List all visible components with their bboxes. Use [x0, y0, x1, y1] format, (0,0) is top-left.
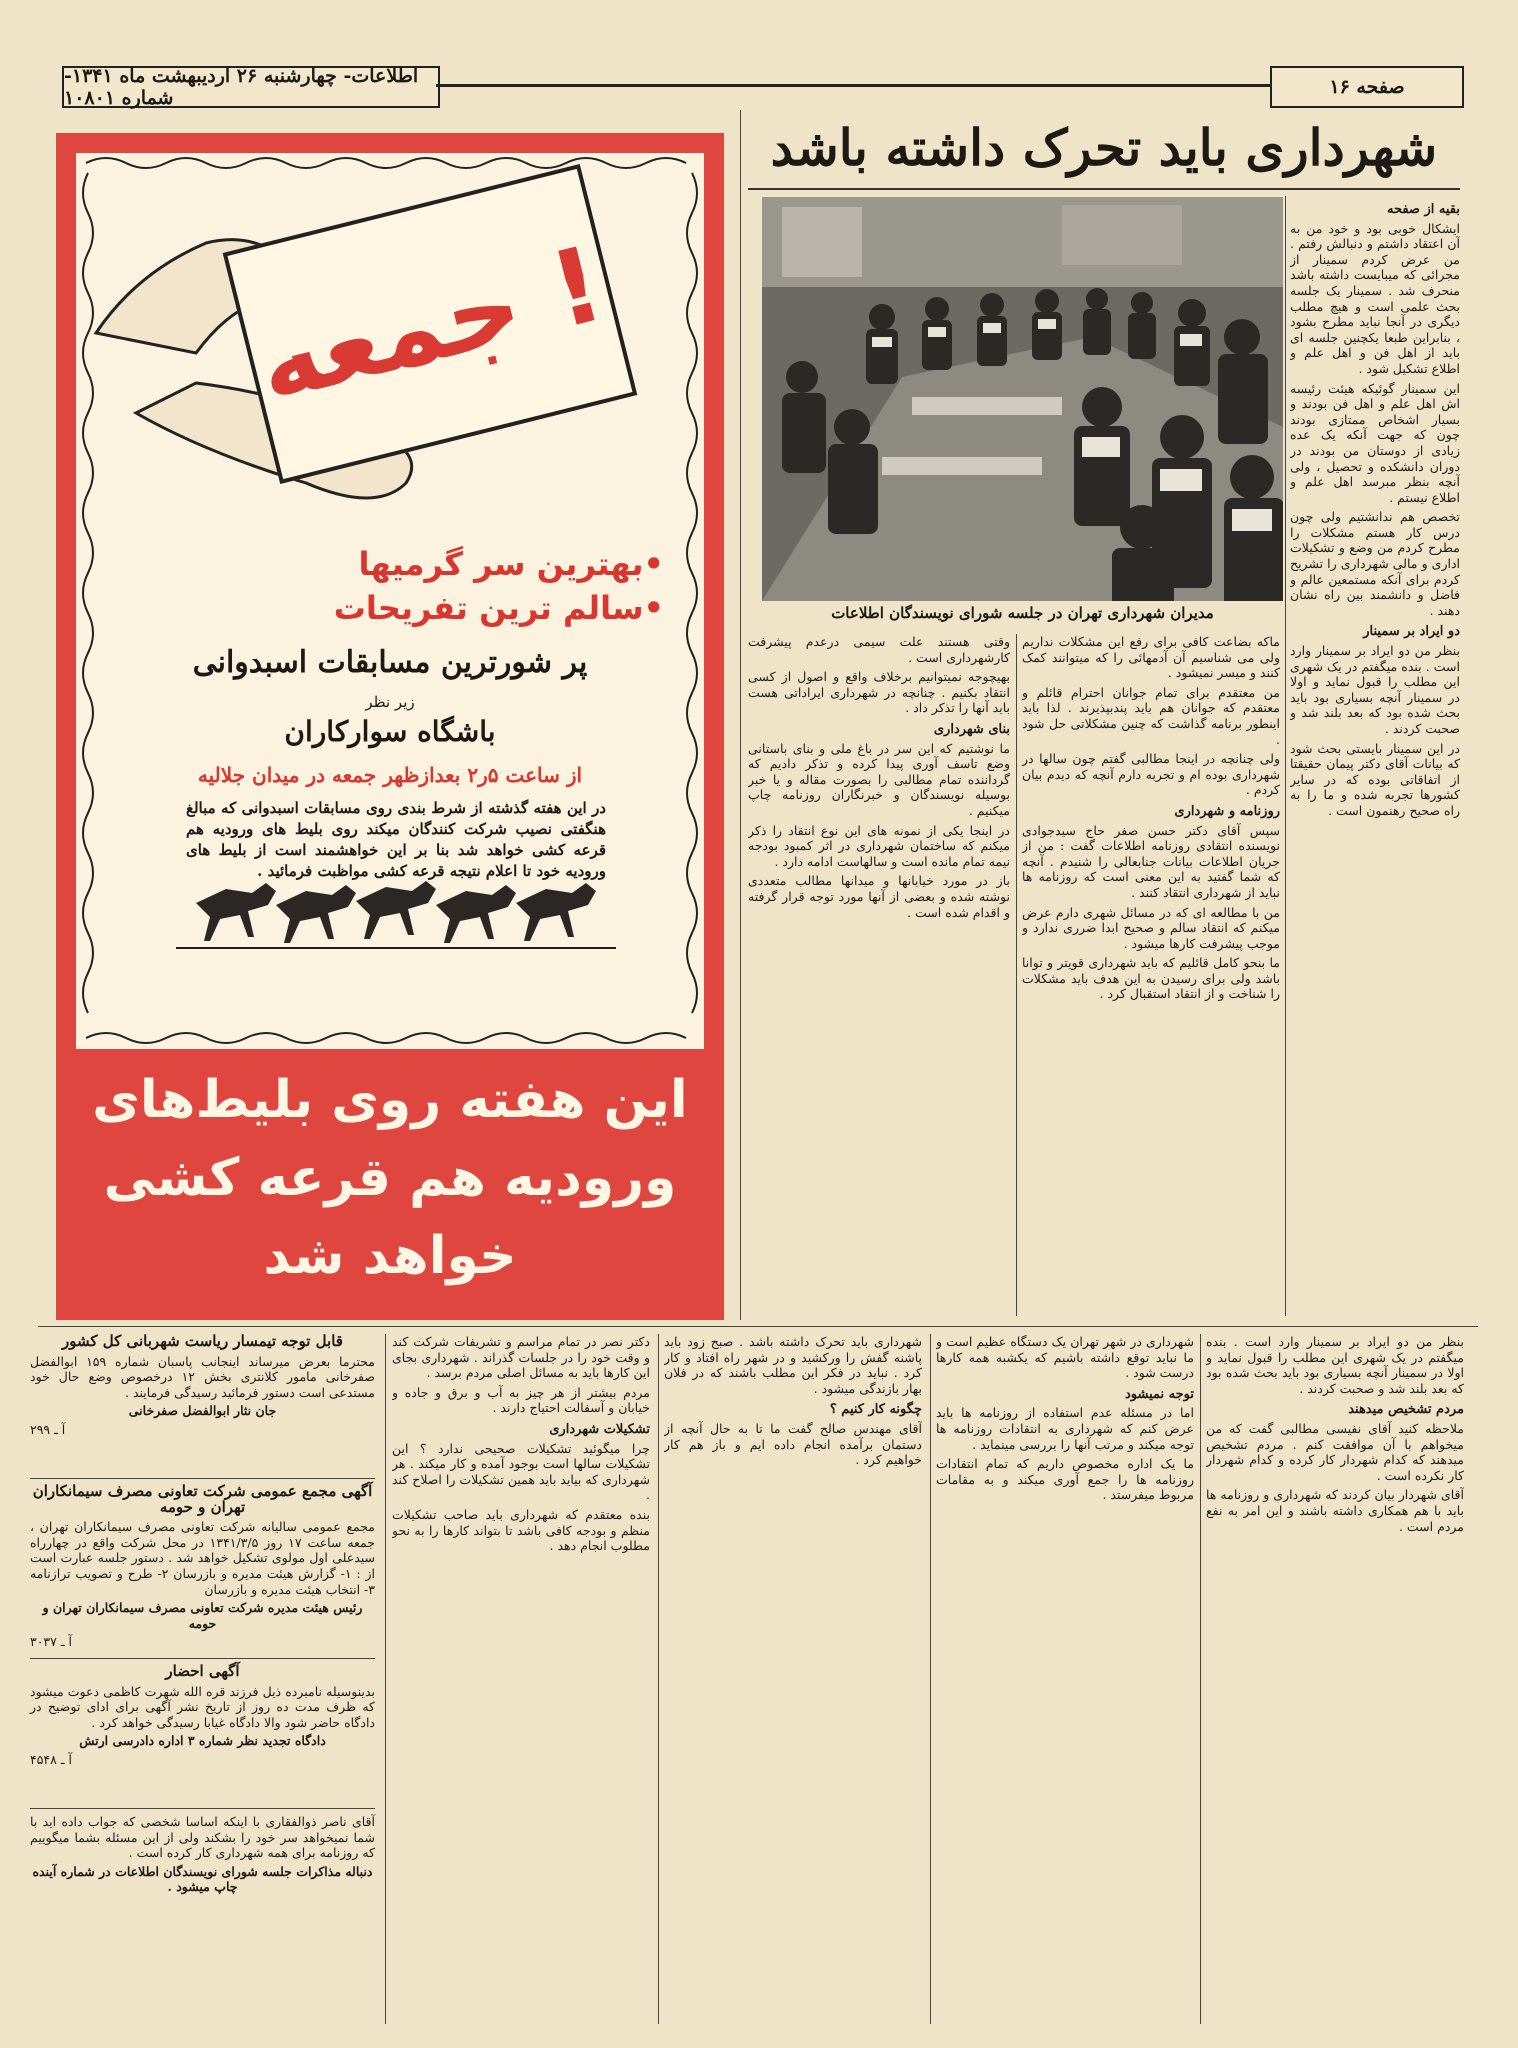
column-divider: [1285, 196, 1286, 1316]
col1-paragraph: در این سمینار بایستی بحث شود که بیانات آقای دکتر پیمان حقیقتا از اتفاقاتی بوده که در سایر کشورها تجربه شده و ما را به راه صحیح رهنمون است .: [1290, 740, 1460, 818]
bottom-paragraph: آقای شهردار بیان کردند که شهرداری و روزنامه ها باید با هم همکاری داشته باشند و این امر به نفع مردم است .: [1206, 1487, 1464, 1534]
col2-paragraph: ماکه بضاعت کافی برای رفع این مشکلات نداریم ولی می شناسیم آن آدمهائی را که میتوانند کمک کنند و میسر نمیشود .: [1022, 634, 1280, 681]
bottom-paragraph: دکتر نصر در تمام مراسم و تشریفات شرکت کند و وقت خود را در جلسات گذراند . شهرداری بجای این کارها باید به مسائل اصلی مردم برسد .: [392, 1334, 650, 1381]
bottom-column-a: [392, 1334, 650, 2024]
continued-label: بقیه از صفحه: [1386, 202, 1460, 217]
col1-subhead: دو ایراد بر سمینار: [1363, 624, 1460, 640]
meeting-photo: [762, 197, 1283, 601]
col1-paragraph: ایشکال خوبی بود و خود من به آن اعتقاد داشتم و دنبالش رفتم . من عرض کردم سمینار از مجرائی که میبایست داشته باشد منحرف شد . سمینار یک جلسه بحث علمی است و هیچ مطلب دیگری در آنجا نباید مطرح بشود ، بنابراین طبعا یکچنین جلسه ای باید از اهل فن و اهل علم و اطلاع تشکیل شود .: [1290, 220, 1460, 376]
article-column-2: [1022, 634, 1280, 1316]
ad-under: زیر نظر: [365, 693, 415, 711]
article-column-3: [748, 634, 1010, 1316]
notice-police: [30, 1334, 375, 1441]
bottom-column-b: [664, 1334, 922, 2024]
bottom-subhead: تشکیلات شهرداری: [549, 1421, 650, 1437]
ad-club: باشگاه سوارکاران: [284, 715, 496, 748]
ad-big-line: ورودیه هم قرعه کشی: [103, 1148, 677, 1208]
col3-paragraph: در اینجا یکی از نمونه های این نوع انتقاد را ذکر میکنم که ساختمان شهرداری در اثر کمبود بودجه نیمه تمام مانده است و سالهاست ادامه دارد .: [748, 822, 1010, 869]
col3-paragraph: ما نوشتیم که این سر در باغ ملی و بنای باستانی وضع تاسف آوری پیدا کرده و تذکر دادیم که گرداننده تمام مطالبی را بصورت مقاله و یا خبر بوسیله نویسندگان و خبرنگاران روزنامه چاپ میکنیم .: [748, 740, 1010, 818]
notice-rule: [30, 1478, 375, 1479]
notice-text: مجمع عمومی سالیانه شرکت تعاونی مصرف سیمانکاران تهران ، جمعه ساعت ۱۷ روز ۱۳۴۱/۳/۵ در محل شرکت واقع در چهارراه سیدعلی اول مولوی تشکیل خواهد شد . دستور جلسه عبارت است از : ۱- گزارش هیئت مدیره و بازرسان ۲- طرح و تصویب ترازنامه ۳- انتخاب هیئت مدیره و بازرسان: [30, 1519, 376, 1597]
notice-code: آ ـ ۲۹۹: [30, 1421, 66, 1437]
ad-bullet: •سالم ترین تفریحات: [333, 589, 664, 627]
bottom-paragraph: شهرداری باید تحرک داشته باشد . صبح زود باید پاشنه گفش را ورکشید و در شهر راه افتاد و کار کرد . نباید در فکر این مطلب باشند که در فلان بهار بازندگی میشود .: [664, 1334, 922, 1396]
notice-rule: [30, 1808, 375, 1809]
column-divider: [740, 110, 741, 1320]
bottom-subhead: مردم تشخیص میدهند: [1348, 1402, 1464, 1418]
bottom-paragraph: بنظر من دو ایراد بر سمینار وارد است . بنده میگفتم در یک شهری این مطلب را قبول نماید و اولا در سمینار آنچه بسیاری بود باید بحث شده بود که بعد بلند شد و صحبت کردند .: [1206, 1334, 1464, 1396]
continuation-note: دنباله مذاکرات جلسه شورای نویسندگان اطلاعات در شماره آینده چاپ میشود .: [32, 1863, 373, 1895]
notice-reply: [30, 1814, 375, 1898]
notice-text: آقای ناصر ذوالفقاری با اینکه اساسا شخصی که جواب داده اید با شما نمیخواهد سر خود را بشکند ولی از این مسئله بشما میگوییم که روزنامه برای همه شهرداری کار کرده است .: [30, 1814, 375, 1861]
col1-paragraph: تخصص هم ندانشتیم ولی چون درس کار هستم مشکلات را مطرح کردم من وضع و تشکیلات اداری و مالی شهرداری را تشریح کردم برای آنکه مستمعین عالم و فاضل و دانشمند بین راه نشان دهند .: [1290, 509, 1460, 618]
ad-time: از ساعت ۵ر۲ بعدازظهر جمعه در میدان جلالیه: [197, 763, 583, 787]
ad-bullet: •بهترین سر گرمیها: [358, 545, 664, 583]
ad-panel: [76, 153, 704, 1049]
bottom-paragraph: مردم بیشتر از هر چیز به آب و برق و جاده و خیابان و آسفالت احتیاج دارند .: [392, 1384, 650, 1416]
page-number: صفحه ۱۶: [1270, 66, 1464, 108]
article-column-1: [1290, 196, 1460, 1316]
header-rule: [436, 84, 1270, 87]
headline: شهرداری باید تحرک داشته باشد: [770, 118, 1438, 177]
notice-sign: رئیس هیئت مدیره شرکت تعاونی مصرف سیمانکاران تهران و حومه: [42, 1600, 363, 1631]
bottom-paragraph: آقای مهندس صالح گفت ما تا به حال آنچه از دستمان برآمده انجام داده ایم و باز هم کار خواهیم کرد .: [664, 1420, 922, 1468]
section-rule: [38, 1326, 1478, 1327]
col3-paragraph: وقتی هستند علت سیمی درعدم پیشرفت کارشهرداری است .: [748, 634, 1010, 665]
ad-paragraph: در این هفته گذشته از شرط بندی روی مسابقات اسبدوانی که مبالغ هنگفتی نصیب شرکت کنندگان میکند روی بلیط های ورودیه هم قرعه کشی خواهد شد بنا بر این خواهشمند است از بلیط های ورودیه خود تا اعلام نتیجه قرعه کشی مواظبت فرمائید .: [186, 799, 606, 880]
ad-headline: پر شورترین مسابقات اسبدوانی: [192, 645, 588, 680]
bottom-paragraph: شهرداری در شهر تهران یک دستگاه عظیم است و ما نباید توقع داشته باشیم که یکشبه همه کارها درست شود .: [936, 1334, 1194, 1381]
notice-sign: دادگاه تجدید نظر شماره ۳ اداره دادرسی ارتش: [79, 1733, 326, 1749]
bottom-paragraph: ملاحظه کنید آقای نفیسی مطالبی گفت که من میخواهم با آن موافقت کنم . مردم تشخیص میدهند که کدام شهردار کار کرده و کدام شهردار کار نکرده است .: [1206, 1420, 1464, 1483]
notice-code: آ ـ ۳۰۳۷: [30, 1634, 72, 1650]
notice-text: بدینوسیله نامبرده ذیل فرزند قره الله شهرت کاظمی دعوت میشود که ظرف مدت ده روز از تاریخ نشر آگهی برای ادای توضیح در دادگاه حاضر شود والا دادگاه غیابا رسیدگی خواهد کرد .: [30, 1683, 375, 1730]
column-divider: [385, 1334, 386, 2024]
col2-paragraph: ما بنحو کامل قائلیم که باید شهرداری قویتر و توانا باشد ولی برای رسیدن به این هدف باید مشکلات را شناخت و از انتقاد استقبال کرد .: [1022, 955, 1280, 1002]
headline-rule: [748, 188, 1460, 190]
notice-title: قابل توجه تیمسار ریاست شهربانی کل کشور: [62, 1332, 343, 1350]
dateline: اطلاعات- چهارشنبه ۲۶ اردیبهشت ماه ۱۳۴۱- شماره ۱۰۸۰۱: [62, 66, 440, 108]
bottom-column-b2: [936, 1334, 1194, 2024]
bottom-subhead: چگونه کار کنیم ؟: [829, 1402, 922, 1418]
bottom-column-c: [1206, 1334, 1464, 2024]
horse-racing-ad: [56, 133, 724, 1320]
photo-caption: مدیران شهرداری تهران در جلسه شورای نویسندگان اطلاعات: [831, 604, 1214, 622]
col2-paragraph: سپس آقای دکتر حسن صفر حاج سیدجوادی نویسنده انتقادی روزنامه اطلاعات گفت : من از جریان اطلاعات بیانات جنابعالی را شنیدم . آنچه که شما گفتید به این معنی است که روزنامه ها نباید از شهرداری انتقاد کنند .: [1022, 822, 1280, 900]
notice-summons: [30, 1664, 375, 1771]
horses-drawing: [196, 881, 596, 943]
col2-paragraph: من معتقدم برای تمام جوانان احترام قائلم و معتقدم که جوانان هم باید پندبپذیرند . لذا باید اینطور برنامه گذاشت که چنین مشکلاتی حل شود .: [1022, 684, 1280, 747]
bottom-paragraph: چرا میگوئید تشکیلات صحیحی ندارد ؟ این تشکیلات سالها است بوجود آمده و کار میکند . هر شهرداری که بیاید باید همین تشکیلات را اصلاح کند .: [392, 1440, 650, 1503]
col2-paragraph: ولی چنانچه در اینجا مطالبی گفتم چون سالها در شهرداری بوده ام و تجربه دارم آنچه که دیدم بیان کردم .: [1022, 751, 1280, 798]
col1-paragraph: این سمینار گوئیکه هیئت رئیسه اش اهل علم و اهل فن بودند و بسیار اشخاص ممتازی بودند چون که جهت آنکه یک عده زیادی از دوستان من بودند در دوران دانشکده و تحصیل ، ولی آنچه بنظر مبرسد اهل علم و اطلاع نیستم .: [1290, 380, 1460, 505]
col3-paragraph: باز در مورد خیابانها و میدانها مطالب متعددی نوشته شده و بعضی از آنها مورد توجه قرار گرفته و اقدام شده است .: [748, 873, 1010, 920]
col2-subhead: روزنامه و شهرداری: [1174, 803, 1280, 819]
bottom-paragraph: اما در مسئله عدم استفاده از روزنامه ها باید عرض کنم که شهرداری به انتقادات روزنامه ها توجه میکند و مرتب آنها را بررسی مینماید .: [936, 1405, 1194, 1452]
ad-big-line: خواهد شد: [263, 1226, 517, 1286]
col2-paragraph: من با مطالعه ای که در مسائل شهری دارم عرض میکنم که انتقاد سالم و صحیح ابدا ضرری ندارد و موجب پیشرفت کارها میشود .: [1022, 904, 1280, 951]
notice-sign: جان نثار ابوالفضل صفرخانی: [128, 1403, 277, 1419]
ad-card-word: جمعه !: [245, 222, 615, 426]
col3-subhead: بنای شهرداری: [933, 721, 1010, 737]
notice-rule: [30, 1658, 375, 1659]
bottom-paragraph: بنده معتقدم که شهرداری باید صاحب تشکیلات منظم و بودجه کافی باشد تا بتواند کارها را به نحو مطلوب انجام دهد .: [392, 1506, 650, 1554]
bottom-paragraph: ما یک اداره مخصوص داریم که تمام انتقادات روزنامه ها را جمع آوری میکند و به مقامات مربوط میفرستد .: [936, 1456, 1194, 1503]
column-divider: [930, 1334, 931, 2024]
notice-title: آگهی مجمع عمومی شرکت تعاونی مصرف سیمانکاران تهران و حومه: [32, 1482, 373, 1516]
ad-big-line: این هفته روی بلیط‌های: [92, 1070, 688, 1130]
column-divider: [1016, 634, 1017, 1316]
column-divider: [1200, 1334, 1201, 2024]
col3-paragraph: بهیچوجه نمیتوانیم برخلاف واقع و اصول از کسی انتقاد بکنیم . چنانچه در شهرداری ایراداتی هست باید آنها را تذکر داد .: [748, 669, 1010, 716]
meeting-photo-drawing: [762, 197, 1283, 601]
ad-big-text: [76, 1061, 704, 1295]
col1-paragraph: بنظر من دو ایراد بر سمینار وارد است . بنده میگفتم در یک شهری این مطلب را قبول نماید و اولا در سمینار آنچه بسیاری بود باید بحث شده بود که بعد بلند شد و صحبت کردند .: [1290, 643, 1460, 736]
notice-title: آگهی احضار: [165, 1662, 240, 1680]
notice-code: آ ـ ۴۵۴۸: [30, 1751, 72, 1767]
column-divider: [658, 1334, 659, 2024]
bottom-subhead: توجه نمیشود: [1124, 1386, 1194, 1402]
notice-cooperative: [30, 1484, 375, 1653]
notice-text: محترما بعرض میرساند اینجانب پاسبان شماره ۱۵۹ ابوالفضل صفرخانی مامور کلانتری بخش ۱۲ درخصوص وضع حال خود مستدعی است دستور فرمائید رسیدگی فرمایند .: [30, 1353, 375, 1400]
